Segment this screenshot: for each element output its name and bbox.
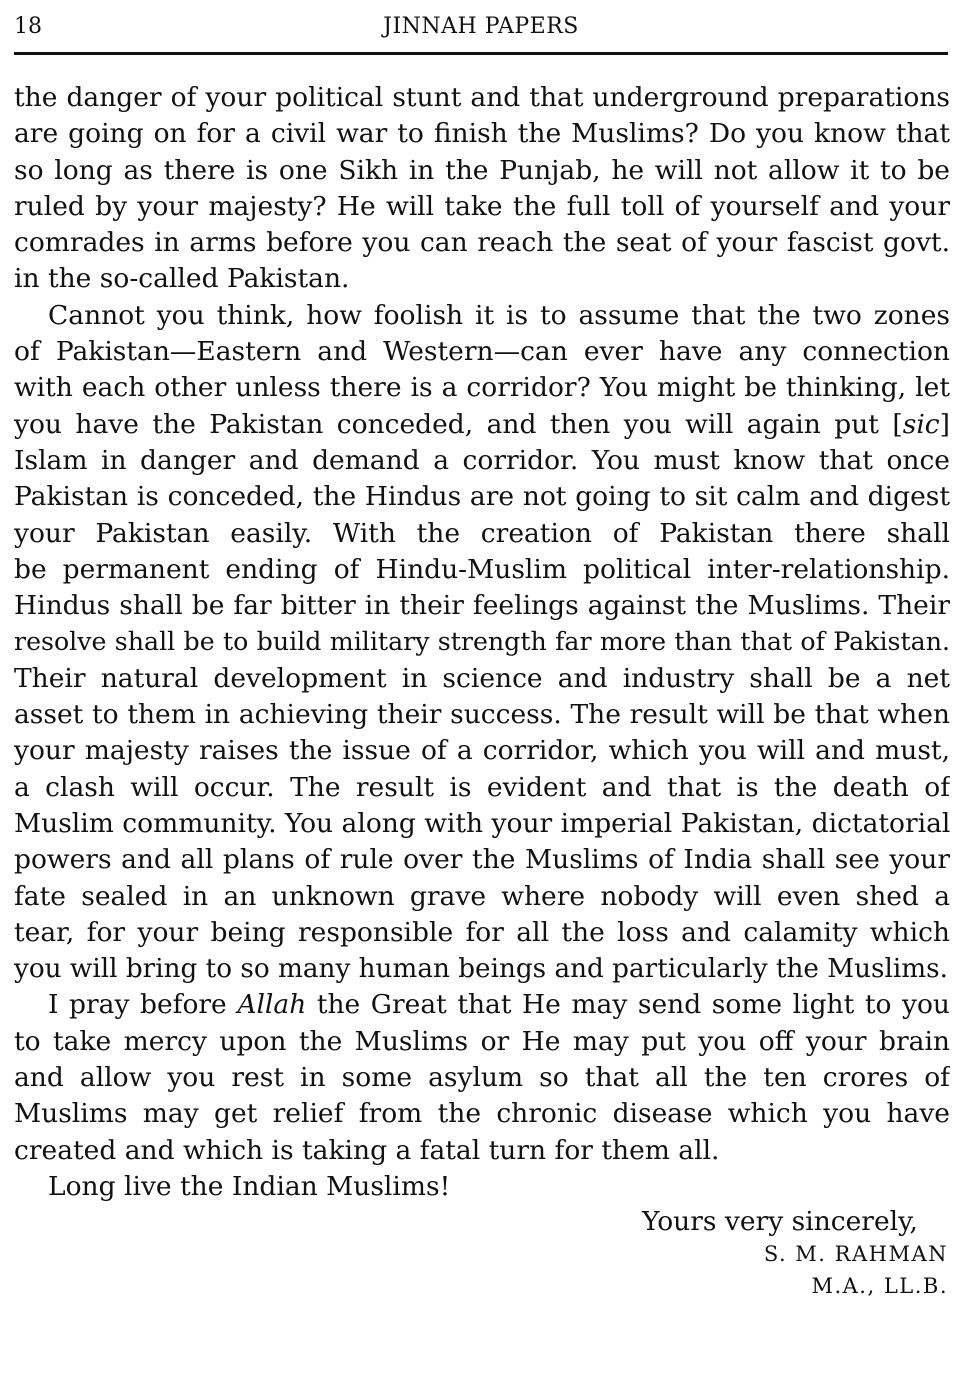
- text-line: your Pakistan easily. With the creation of Pakistan there shall: [14, 517, 950, 549]
- header-rule: [14, 52, 948, 55]
- text-line: Hindus shall be far bitter in their feelings against the Muslims. Their: [14, 590, 950, 622]
- paragraph-2: [14, 298, 950, 988]
- text-line: created and which is taking a fatal turn for them all.: [14, 1134, 720, 1166]
- page-header: [14, 12, 948, 42]
- text-line: to take mercy upon the Muslims or He may put you off your brain: [14, 1025, 950, 1057]
- text-line: comrades in arms before you can reach the seat of your fascist govt.: [14, 227, 950, 259]
- text-line: of Pakistan—Eastern and Western—can ever have any connection: [14, 336, 950, 368]
- paragraph-1: [14, 80, 950, 298]
- text-line: you will bring to so many human beings and particularly the Muslims.: [14, 954, 948, 985]
- text-line: the danger of your political stunt and that underground preparations: [14, 82, 950, 113]
- text-line: powers and all plans of rule over the Muslims of India shall see your: [14, 844, 950, 876]
- text-line: in the so-called Pakistan.: [14, 263, 350, 295]
- paragraph-3: [14, 987, 950, 1168]
- text-line: resolve shall be to build military strength far more than that of Pakistan.: [14, 627, 950, 657]
- text-line: ruled by your majesty? He will take the full toll of yourself and your: [14, 190, 950, 222]
- text-line: asset to them in achieving their success. The result will be that when: [14, 699, 950, 731]
- italic-word: Allah: [237, 989, 307, 1021]
- closing-line: Yours very sincerely,: [642, 1206, 918, 1237]
- text-line: you have the Pakistan conceded, and then you will again put [sic]: [14, 408, 950, 440]
- page-number: 18: [14, 14, 42, 39]
- text-line: so long as there is one Sikh in the Punjab, he will not allow it to be: [14, 154, 950, 186]
- text-line: Cannot you think, how foolish it is to assume that the two zones: [48, 299, 950, 331]
- text-line: and allow you rest in some asylum so that all the ten crores of: [14, 1062, 950, 1094]
- signature-block: [642, 1206, 948, 1302]
- letter-body: [14, 80, 950, 1205]
- text-line: be permanent ending of Hindu-Muslim political inter-relationship.: [14, 553, 950, 585]
- text-line: Long live the Indian Muslims!: [48, 1170, 451, 1202]
- signatory-degrees: M.A., LL.B.: [811, 1274, 948, 1298]
- text-line: your majesty raises the issue of a corridor, which you will and must,: [14, 735, 950, 767]
- italic-word: sic: [902, 408, 940, 440]
- text-line: Pakistan is conceded, the Hindus are not going to sit calm and digest: [14, 481, 950, 513]
- text-line: are going on for a civil war to finish the Muslims? Do you know that: [14, 118, 950, 150]
- text-line: tear, for your being responsible for all the loss and calamity which: [14, 916, 950, 948]
- text-line: with each other unless there is a corridor? You might be thinking, let: [14, 372, 950, 404]
- paragraph-4: [14, 1169, 950, 1205]
- running-title: JINNAH PAPERS: [383, 14, 579, 39]
- text-line: I pray before Allah the Great that He may send some light to you: [48, 989, 950, 1021]
- text-line: Muslim community. You along with your imperial Pakistan, dictatorial: [14, 807, 950, 839]
- text-line: Islam in danger and demand a corridor. You must know that once: [14, 444, 950, 476]
- text-line: Their natural development in science and industry shall be a net: [14, 662, 950, 694]
- text-line: fate sealed in an unknown grave where nobody will even shed a: [14, 880, 950, 912]
- text-line: Muslims may get relief from the chronic disease which you have: [14, 1098, 950, 1130]
- text-line: a clash will occur. The result is evident and that is the death of: [14, 771, 950, 803]
- signatory-name: S. M. RAHMAN: [763, 1242, 948, 1266]
